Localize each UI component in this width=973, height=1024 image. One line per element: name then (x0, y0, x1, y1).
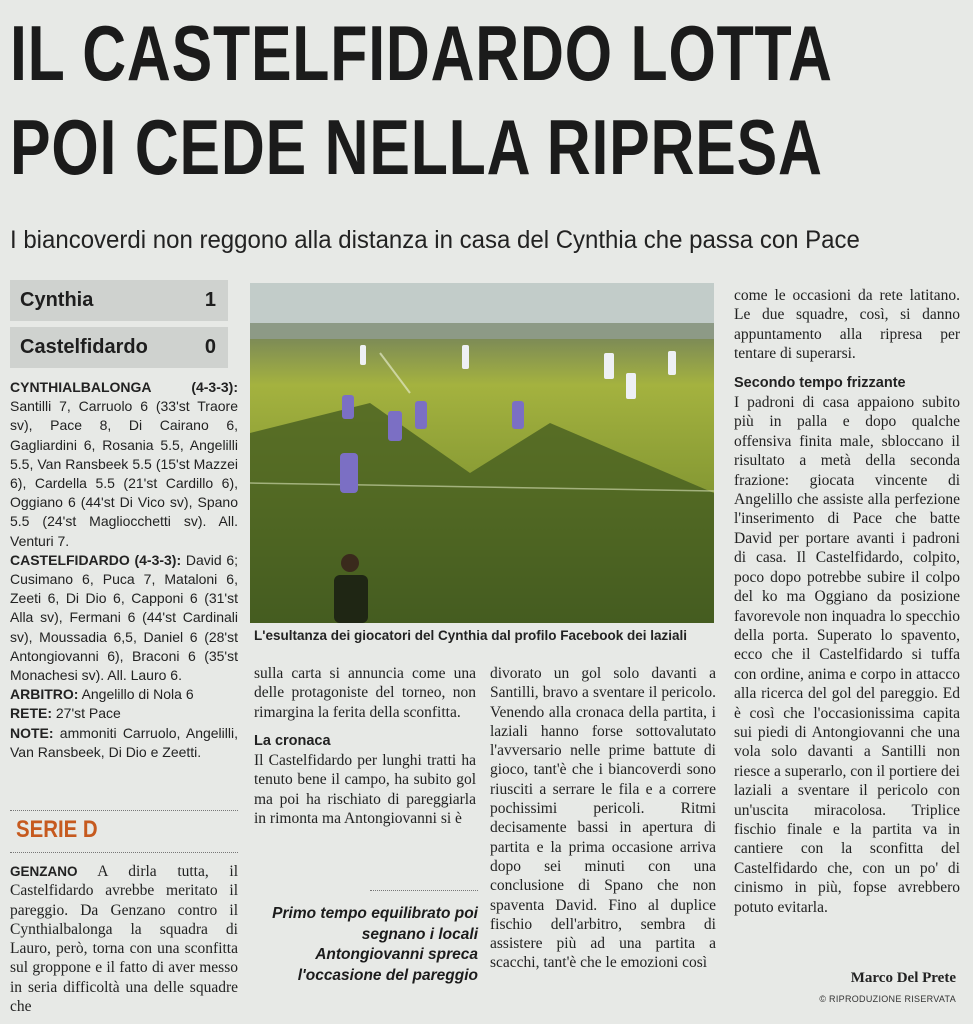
home-lineup-text: Santilli 7, Carruolo 6 (33'st Traore sv), Pace 8, Di Cairano 6, Gagliardini 6, Rosania 5.5, Angelilli 5.5, Van Ransbeek 5.5 (15'st Mazzei 6), Cardella 5.5 (21'st Cardillo 6), Oggiano 6 (44'st Di Vico sv), Spano 5.5 (24'st Magliocchetti sv). All. Venturi 7. (10, 398, 238, 549)
away-team: Castelfidardo (20, 336, 148, 358)
away-lineup-text: David 6; Cusimano 6, Puca 7, Mataloni 6, Zeeti 6, Di Dio 6, Capponi 6 (31'st Alla sv), Fermani 6 (44'st Cardinali sv), Moussadia 6,5, Daniel 6 (28'st Antongiovanni 6), Braconi 6 (35'st Monachesi sv). All. Lauro 6. (10, 551, 239, 684)
home-lineup-label: CYNTHIALBALONGA (4-3-3): (10, 379, 238, 395)
match-photo (250, 283, 714, 623)
article-col2-text: sulla carta si annuncia come una delle protagoniste del torneo, non rimargina la ferita della sconfitta. (254, 665, 476, 721)
headline-line-1: IL CASTELFIDARDO LOTTA (10, 9, 833, 97)
away-goals: 0 (204, 336, 216, 358)
article-column-3 (490, 664, 716, 973)
home-goals: 1 (204, 289, 216, 311)
notes-label: NOTE: (10, 724, 54, 741)
subheading-la-cronaca: La cronaca (254, 732, 331, 749)
scoreboard (10, 280, 228, 374)
copyright-notice: © RIPRODUZIONE RISERVATA (819, 994, 956, 1004)
away-lineup (10, 551, 238, 685)
score-row-home (10, 280, 228, 321)
section-divider-top (10, 810, 238, 811)
pullquote: Primo tempo equilibrato poi segnano i locali Antongiovanni spreca l'occasione del pareggio (272, 905, 478, 984)
section-label: SERIE D (16, 816, 98, 843)
headline (10, 6, 833, 194)
byline: Marco Del Prete (850, 970, 956, 986)
referee-label: ARBITRO: (10, 686, 79, 703)
article-column-2 (254, 664, 476, 828)
match-report-box (10, 378, 238, 762)
match-notes (10, 724, 238, 762)
home-team: Cynthia (20, 289, 94, 311)
referee-text: Angelillo di Nola 6 (81, 686, 194, 703)
home-lineup (10, 378, 238, 551)
pullquote-rule (370, 890, 478, 891)
subheadline: I biancoverdi non reggono alla distanza in casa del Cynthia che passa con Pace (10, 226, 860, 254)
article-col4-text: come le occasioni da rete latitano. Le due squadre, così, si danno appuntamento alla ripresa per tentare di superarsi. (734, 287, 960, 363)
section-divider-bottom (10, 852, 238, 853)
article-col4-text-b: I padroni di casa appaiono subito più in palla e dopo qualche offensiva finita male, sbloccano il risultato a metà della seconda frazione: giocata vincente di Angelillo che assiste alla perfezione l'inserimento di Pace che batte David per portare avanti i padroni di casa. Il Castelfidardo, colpito, poco dopo potrebbe subire il colpo del ko ma Oggiano da posizione favorevole non inquadra lo specchio della porta. Superato lo spavento, ecco che il Castelfidardo si tuffa con ordine, anima e corpo in attacco alla ricerca del gol del pareggio. Ed è così che l'occasionissima capita sui piedi di Antongiovanni che una vola solo davanti a Santilli non riesce a superarlo, con il portiere dei laziali a sventare il pericolo con un'uscita miracolosa. Triplice fischio finale e la partita va in cantiere con la sconfitta del Castelfidardo che, con un po' di cinismo in più, fopse avrebbero potuto evitarla. (734, 394, 960, 916)
referee (10, 685, 238, 704)
football-pitch-illustration (250, 283, 714, 623)
score-row-away (10, 327, 228, 368)
notes-text: ammoniti Carruolo, Angelilli, Van Ransbeek, Di Dio e Zeetti. (10, 724, 238, 760)
article-col2-text-b: Il Castelfidardo per lunghi tratti ha tenuto bene il campo, ha subito gol ma poi ha rischiato di pareggiarla in rimonta ma Antongiovanni si è (254, 752, 476, 828)
dateline: GENZANO (10, 864, 78, 879)
headline-line-2: POI CEDE NELLA RIPRESA (10, 103, 823, 191)
goal-label: RETE: (10, 705, 52, 722)
goal-text: 27'st Pace (55, 705, 121, 722)
article-col3-text: divorato un gol solo davanti a Santilli, bravo a sventare il pericolo. Venendo alla cronaca della partita, i laziali hanno forse sottovalutato l'avversario nelle prime battute di gioco, tant'è che i biancoverdi sono riusciti a serrare le fila e a correre pochissimi pericoli. Ritmi decisamente bassi in apertura di partita e la prima occasione arriva dopo sei minuti con una conclusione di Spano che non spaventa David. Fino al duplice fischio dell'arbitro, sembra di assistere più ad una partita a scacchi, tant'è che le emozioni così (490, 665, 716, 972)
article-column-4 (734, 286, 960, 917)
article-col1-text: A dirla tutta, il Castelfidardo avrebbe meritato il pareggio. Da Genzano contro il Cynthialbalonga la squadra di Lauro, però, torna con una sconfitta sul groppone e il fatto di aver messo in seria difficoltà una delle squadre che (10, 863, 238, 1016)
subheading-secondo-tempo: Secondo tempo frizzante (734, 374, 906, 391)
goal-scorer (10, 704, 238, 723)
away-lineup-label: CASTELFIDARDO (4-3-3): (10, 551, 182, 568)
article-column-1 (10, 862, 238, 1016)
photo-caption: L'esultanza dei giocatori del Cynthia dal profilo Facebook dei laziali (254, 628, 688, 643)
